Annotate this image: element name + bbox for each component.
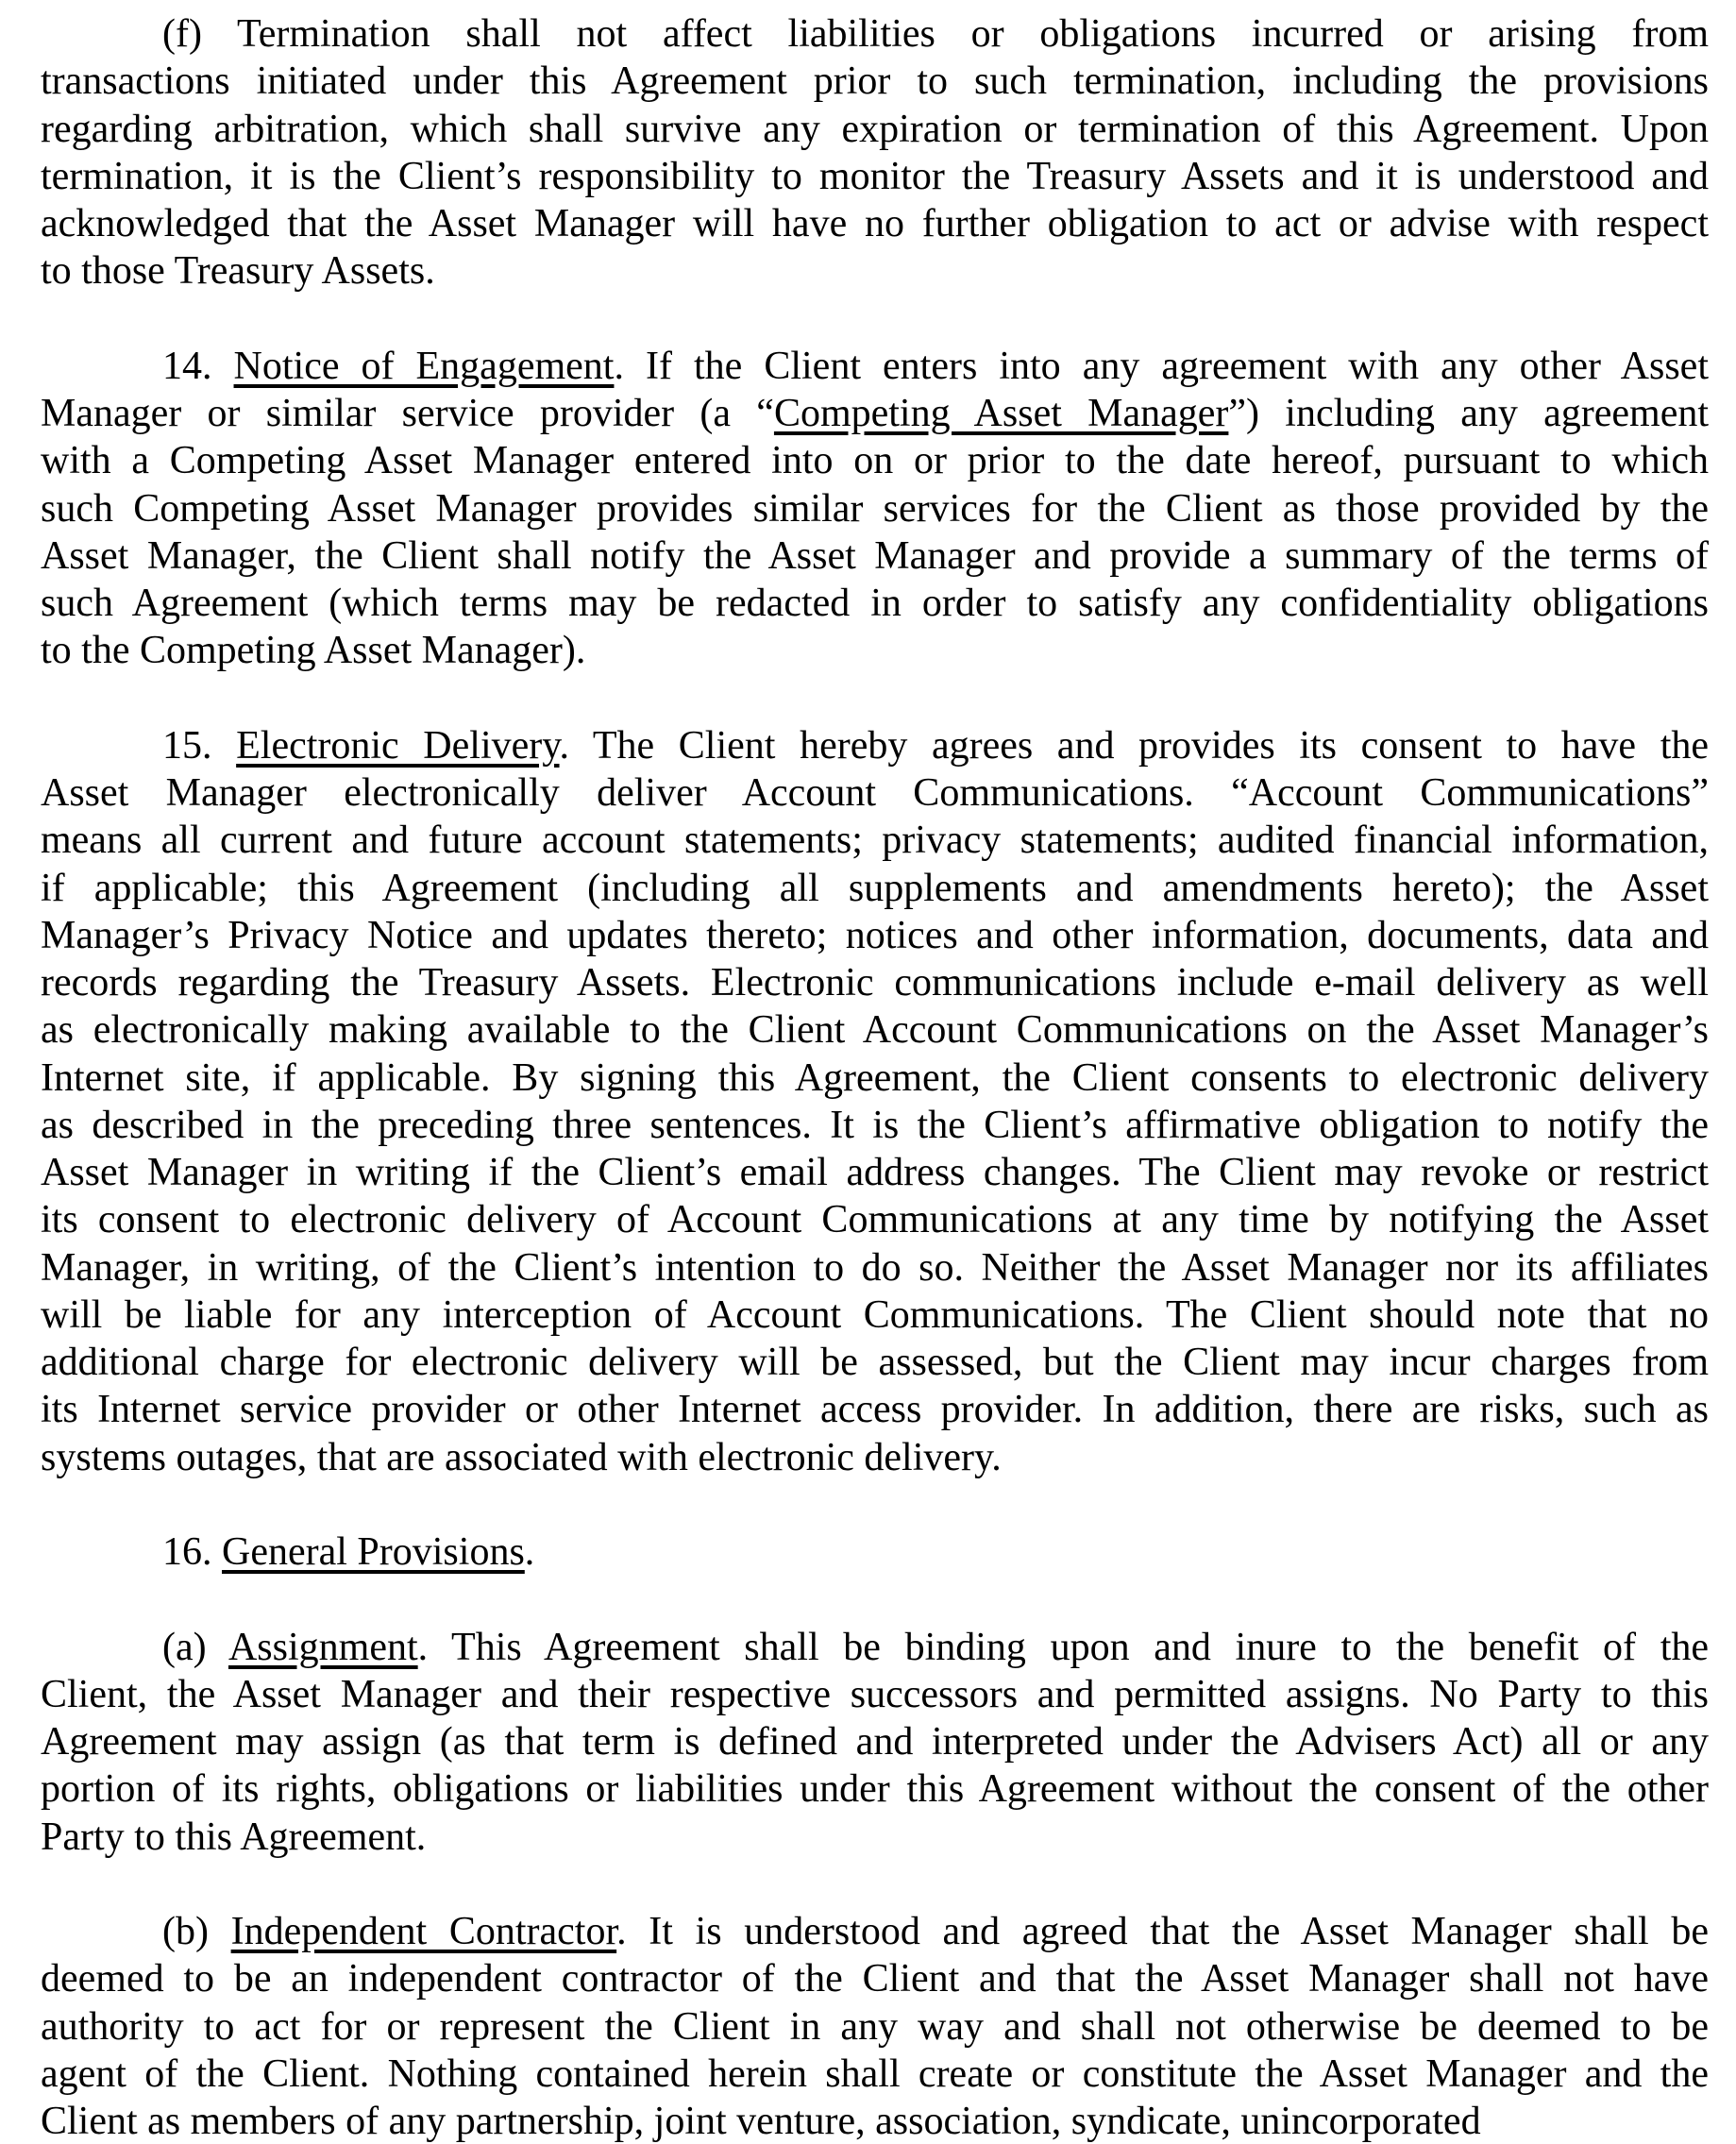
text-line [41, 769, 1709, 817]
text-segment: Asset Manager, the Client shall notify the Asset Manager and provide a summary of the terms of [41, 533, 1709, 578]
underlined-term: Notice of Engagement [233, 344, 615, 388]
text-segment: as described in the preceding three sentences. It is the Client’s affirmative obligation to notify the [41, 1103, 1709, 1147]
text-segment: Client, the Asset Manager and their respective successors and permitted assigns. No Party to this [41, 1672, 1709, 1716]
text-line [41, 722, 1709, 769]
text-line [41, 1718, 1709, 1765]
text-line [41, 2051, 1709, 2098]
text-line [41, 1386, 1709, 1433]
text-line [41, 58, 1709, 105]
section-15-electronic-delivery [41, 722, 1709, 1481]
text-segment: acknowledged that the Asset Manager will have no further obligation to act or advise with respect [41, 202, 1709, 245]
text-line [41, 1908, 1709, 1955]
text-line [41, 2003, 1709, 2051]
text-line [41, 437, 1709, 484]
text-segment: to the Competing Asset Manager). [41, 629, 586, 673]
text-segment: if applicable; this Agreement (including all supplements and amendments hereto); the Asset [41, 866, 1709, 910]
text-line [41, 485, 1709, 532]
text-line [41, 1624, 1709, 1671]
text-segment: 14. [162, 344, 234, 388]
text-segment: transactions initiated under this Agreement prior to such termination, including the provisions [41, 59, 1709, 104]
text-segment: additional charge for electronic delivery will be assessed, but the Client may incur charges from [41, 1341, 1709, 1384]
text-line [41, 343, 1709, 390]
underlined-term: Assignment [228, 1625, 418, 1669]
text-segment: Asset Manager electronically deliver Account Communications. “Account Communications” [41, 771, 1709, 815]
text-segment: to those Treasury Assets. [41, 249, 435, 294]
text-segment: Manager’s Privacy Notice and updates thereto; notices and other information, documents, data and [41, 913, 1709, 957]
text-line [41, 390, 1709, 437]
text-line [41, 1339, 1709, 1386]
text-segment: ”) including any agreement [1228, 392, 1709, 435]
text-line [41, 10, 1709, 58]
underlined-term: Independent Contractor [230, 1910, 617, 1953]
text-segment: 16. [162, 1530, 222, 1574]
text-line [41, 1196, 1709, 1243]
text-segment: (b) [162, 1910, 231, 1953]
text-segment: Manager or similar service provider (a “ [41, 392, 774, 435]
text-segment: its consent to electronic delivery of Account Communications at any time by notifying the Asset [41, 1198, 1709, 1242]
section-16-general-provisions-heading [41, 1528, 1709, 1576]
text-segment: 15. [162, 723, 237, 768]
clause-f-termination-survival [41, 10, 1709, 295]
text-line [41, 1102, 1709, 1149]
text-line [41, 106, 1709, 153]
text-segment: means all current and future account statements; privacy statements; audited financial information, [41, 819, 1709, 863]
text-segment: Party to this Agreement. [41, 1815, 427, 1859]
text-line [41, 1955, 1709, 2002]
text-line [41, 153, 1709, 200]
text-line [41, 1006, 1709, 1054]
text-line [41, 1765, 1709, 1813]
text-segment: Agreement may assign (as that term is defined and interpreted under the Advisers Act) all or any [41, 1720, 1709, 1764]
text-line [41, 1244, 1709, 1291]
text-segment: authority to act for or represent the Client in any way and shall not otherwise be deemed to be [41, 2004, 1709, 2049]
text-line [41, 627, 1709, 674]
text-line [41, 247, 1709, 295]
text-segment: portion of its rights, obligations or liabilities under this Agreement without the consent of the other [41, 1767, 1709, 1812]
text-segment: Manager, in writing, of the Client’s intention to do so. Neither the Asset Manager nor its affiliates [41, 1245, 1709, 1290]
clause-16a-assignment [41, 1624, 1709, 1861]
text-line [41, 865, 1709, 912]
underlined-term: Electronic Delivery [236, 723, 560, 768]
text-line [41, 1528, 1709, 1576]
text-segment: will be liable for any interception of Account Communications. The Client should note that no [41, 1292, 1709, 1337]
text-segment: regarding arbitration, which shall survive any expiration or termination of this Agreement. Upon [41, 107, 1709, 151]
text-line [41, 1055, 1709, 1102]
section-14-notice-of-engagement [41, 343, 1709, 675]
text-segment: such Competing Asset Manager provides similar services for the Client as those provided by the [41, 486, 1709, 531]
text-segment: termination, it is the Client’s responsibility to monitor the Treasury Assets and it is understood and [41, 154, 1709, 198]
text-segment: (f) Termination shall not affect liabilities or obligations incurred or arising from [162, 12, 1709, 56]
text-segment: . The Client hereby agrees and provides its consent to have the [559, 723, 1709, 768]
text-segment: systems outages, that are associated with electronic delivery. [41, 1435, 1002, 1479]
text-line [41, 532, 1709, 580]
text-segment: . If the Client enters into any agreement with any other Asset [614, 344, 1709, 388]
text-segment: its Internet service provider or other Internet access provider. In addition, there are risks, such as [41, 1388, 1709, 1432]
text-segment: . This Agreement shall be binding upon and inure to the benefit of the [417, 1625, 1709, 1669]
text-line [41, 1149, 1709, 1196]
text-segment: Client as members of any partnership, joint venture, association, syndicate, unincorporated [41, 2100, 1481, 2143]
underlined-term: General Provisions [222, 1530, 525, 1574]
text-line [41, 1814, 1709, 1861]
text-segment: as electronically making available to the Client Account Communications on the Asset Manager’s [41, 1008, 1709, 1053]
underlined-term: Competing Asset Manager [773, 392, 1229, 435]
text-line [41, 959, 1709, 1006]
text-line [41, 817, 1709, 864]
text-line [41, 1671, 1709, 1718]
text-segment: such Agreement (which terms may be redacted in order to satisfy any confidentiality obligations [41, 582, 1709, 625]
text-segment: with a Competing Asset Manager entered into on or prior to the date hereof, pursuant to which [41, 439, 1709, 483]
text-line [41, 912, 1709, 959]
text-segment: records regarding the Treasury Assets. Electronic communications include e-mail delivery as well [41, 961, 1709, 1004]
text-segment: (a) [162, 1625, 228, 1669]
text-segment: Internet site, if applicable. By signing this Agreement, the Client consents to electronic delivery [41, 1055, 1709, 1100]
text-segment: . [524, 1530, 535, 1574]
text-line [41, 1291, 1709, 1339]
text-line [41, 2098, 1709, 2144]
text-segment: . It is understood and agreed that the Asset Manager shall be [616, 1910, 1709, 1953]
text-line [41, 1434, 1709, 1481]
text-segment: deemed to be an independent contractor of the Client and that the Asset Manager shall not have [41, 1957, 1709, 2001]
clause-16b-independent-contractor [41, 1908, 1709, 2144]
document-body [41, 10, 1709, 2144]
text-line [41, 200, 1709, 247]
text-segment: Asset Manager in writing if the Client’s email address changes. The Client may revoke or restrict [41, 1151, 1709, 1194]
text-segment: agent of the Client. Nothing contained herein shall create or constitute the Asset Manager and the [41, 2051, 1709, 2096]
text-line [41, 580, 1709, 627]
